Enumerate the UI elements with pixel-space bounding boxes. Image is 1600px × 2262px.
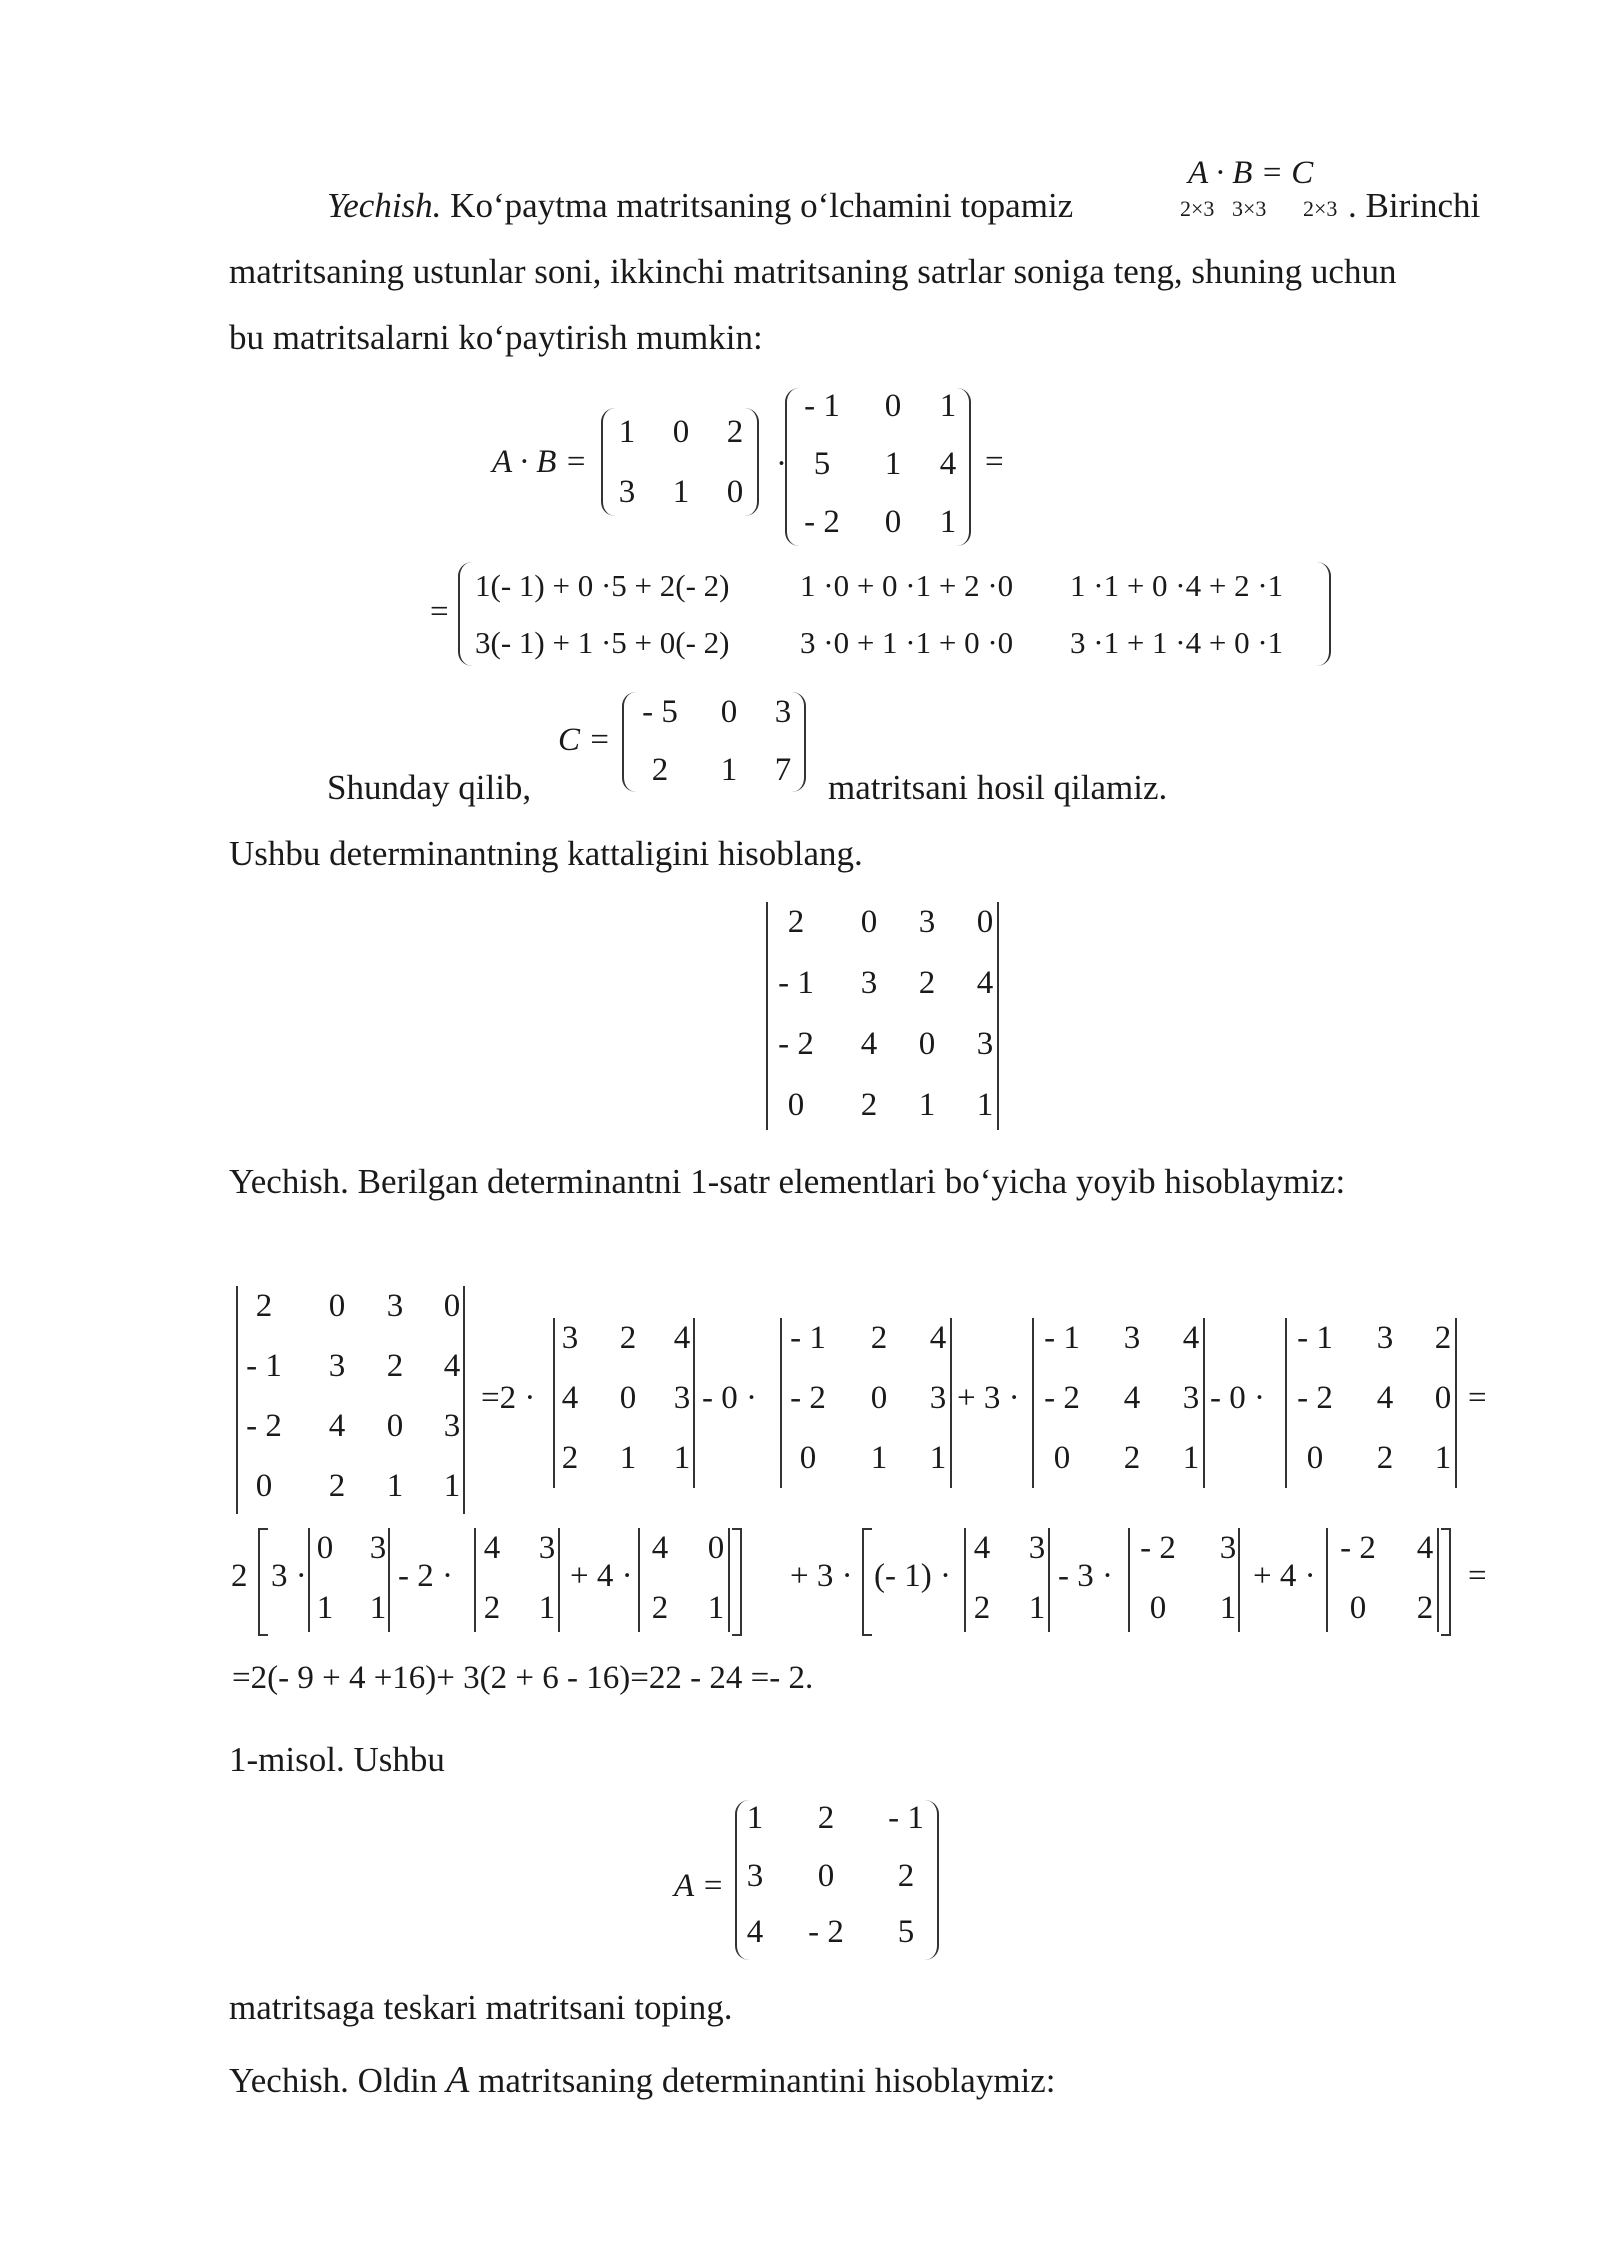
result-lhs: C = — [558, 722, 611, 758]
m2-cell: 4 — [483, 1530, 501, 1566]
exp2-end: = — [1468, 1558, 1487, 1594]
yechish-label: Yechish. — [327, 186, 442, 225]
outer-bracket-2-left — [862, 1528, 872, 1636]
matrix-c-left-paren — [622, 692, 636, 792]
det4-left-bar — [766, 902, 768, 1130]
m3-right-bar — [728, 1528, 730, 1632]
minor4-cell: 1 — [1434, 1440, 1452, 1476]
minor2-cell: 0 — [799, 1440, 817, 1476]
exp2-f: (- 1) · — [874, 1558, 951, 1594]
exp2-c: - 2 · — [398, 1558, 453, 1594]
m6-left-bar — [1326, 1528, 1328, 1632]
minor2-cell: 2 — [870, 1320, 888, 1356]
det4-cell: 0 — [860, 904, 878, 940]
matrix-a-right-paren — [745, 408, 759, 516]
expansion-end: = — [1468, 1380, 1487, 1416]
det4b-cell: 0 — [386, 1408, 404, 1444]
m3-cell: 0 — [707, 1530, 725, 1566]
matrix-b-right-paren — [957, 388, 971, 546]
m4-cell: 1 — [1028, 1590, 1046, 1626]
minor2-cell: - 2 — [790, 1380, 826, 1416]
det4-cell: 2 — [860, 1087, 878, 1123]
det4-cell: 2 — [787, 904, 805, 940]
expansion-term1: =2 · — [481, 1380, 536, 1416]
matrix-c-cell: 2 — [651, 752, 669, 788]
det4b-cell: - 2 — [246, 1408, 282, 1444]
matrix-b-cell: 1 — [939, 504, 957, 540]
m1-right-bar — [388, 1528, 390, 1632]
matrix-a-cell: 0 — [726, 474, 744, 510]
minor1-cell: 1 — [619, 1440, 637, 1476]
example-sol-suffix: matritsaning determinantini hisoblaymiz: — [478, 2061, 1056, 2100]
matrix-c-right-paren — [792, 692, 806, 792]
exp2-g: - 3 · — [1058, 1558, 1113, 1594]
expanded-cell: 3 ·1 + 1 ·4 + 0 ·1 — [1070, 625, 1284, 660]
minor3-cell: 0 — [1053, 1440, 1071, 1476]
para1-line1 — [327, 186, 1073, 226]
example-sol-var: A — [446, 2059, 470, 2101]
minor1-cell: 4 — [673, 1320, 691, 1356]
example-cell: - 1 — [888, 1800, 924, 1836]
det4b-cell: 0 — [255, 1468, 273, 1504]
det4b-cell: 2 — [328, 1468, 346, 1504]
det4b-cell: 1 — [386, 1468, 404, 1504]
example-cell: 5 — [897, 1914, 915, 1950]
exp2-e: + 3 · — [790, 1558, 853, 1594]
det4-right-bar — [997, 902, 999, 1130]
det4b-right-bar — [463, 1286, 465, 1514]
m6-cell: 4 — [1416, 1530, 1434, 1566]
minor2-cell: 4 — [929, 1320, 947, 1356]
matrix-b-cell: - 1 — [804, 388, 840, 424]
m1-cell: 0 — [316, 1530, 334, 1566]
minor4-left-bar — [1285, 1318, 1287, 1488]
m1-left-bar — [308, 1528, 310, 1632]
expanded-cell: 1(- 1) + 0 ·5 + 2(- 2) — [475, 568, 730, 603]
minor1-cell: 4 — [561, 1380, 579, 1416]
matrix-c-cell: 3 — [774, 694, 792, 730]
m6-cell: 2 — [1416, 1590, 1434, 1626]
minor4-cell: 2 — [1376, 1440, 1394, 1476]
minor3-cell: - 1 — [1044, 1320, 1080, 1356]
minor2-cell: 1 — [870, 1440, 888, 1476]
example-cell: 4 — [746, 1914, 764, 1950]
example-cell: 0 — [817, 1858, 835, 1894]
expanded-cell: 1 ·1 + 0 ·4 + 2 ·1 — [1070, 568, 1284, 603]
example-title: 1-misol. Ushbu — [229, 1740, 445, 1779]
result-before: Shunday qilib, — [327, 768, 532, 807]
outer-bracket-2-right — [1441, 1528, 1451, 1636]
minor3-cell: 4 — [1182, 1320, 1200, 1356]
result-after: matritsani hosil qilamiz. — [828, 768, 1168, 807]
matrix-a-cell: 0 — [672, 414, 690, 450]
exp2-h: + 4 · — [1253, 1558, 1316, 1594]
matrix-b-left-paren — [785, 388, 799, 546]
det4-cell: 3 — [976, 1026, 994, 1062]
example-cell: - 2 — [808, 1914, 844, 1950]
det4b-cell: - 1 — [246, 1348, 282, 1384]
matrix-c-cell: 7 — [774, 752, 792, 788]
m1-cell: 1 — [316, 1590, 334, 1626]
det4-cell: 3 — [860, 965, 878, 1001]
minor1-right-bar — [693, 1318, 695, 1488]
expanded-cell: 3(- 1) + 1 ·5 + 0(- 2) — [475, 625, 730, 660]
det4-cell: 0 — [976, 904, 994, 940]
matrix-a-cell: 2 — [726, 414, 744, 450]
det4b-cell: 4 — [328, 1408, 346, 1444]
minor1-cell: 3 — [561, 1320, 579, 1356]
para1-line3: bu matritsalarni ko‘paytirish mumkin: — [229, 318, 763, 357]
det4b-cell: 3 — [386, 1288, 404, 1324]
det4-cell: - 1 — [778, 965, 814, 1001]
minor1-cell: 1 — [673, 1440, 691, 1476]
minor4-cell: 3 — [1376, 1320, 1394, 1356]
matrix-b-cell: 1 — [884, 446, 902, 482]
det4b-cell: 0 — [443, 1288, 461, 1324]
det4-cell: 0 — [918, 1026, 936, 1062]
det4b-cell: 0 — [328, 1288, 346, 1324]
m5-cell: 3 — [1219, 1530, 1237, 1566]
minor2-cell: 3 — [929, 1380, 947, 1416]
det4-cell: 4 — [860, 1026, 878, 1062]
expanded-right-paren — [1317, 562, 1331, 666]
m4-left-bar — [964, 1528, 966, 1632]
matrix-b-cell: 0 — [884, 388, 902, 424]
matrix-c-cell: 0 — [720, 694, 738, 730]
solution2-text: Yechish. Berilgan determinantni 1-satr elementlari bo‘yicha yoyib hisoblaymiz: — [229, 1162, 1346, 1201]
m1-cell: 1 — [369, 1590, 387, 1626]
det4-cell: 1 — [976, 1087, 994, 1123]
m5-right-bar — [1238, 1528, 1240, 1632]
minor2-cell: 0 — [870, 1380, 888, 1416]
para1-line2: matritsaning ustunlar soni, ikkinchi matritsaning satrlar soniga teng, shuning uchun — [229, 252, 1397, 291]
det4-cell: 0 — [787, 1087, 805, 1123]
minor2-left-bar — [780, 1318, 782, 1488]
det4b-cell: 3 — [328, 1348, 346, 1384]
example-sol-prefix: Yechish. Oldin — [229, 2061, 438, 2100]
minor4-cell: 0 — [1434, 1380, 1452, 1416]
matrix-a-cell: 1 — [618, 414, 636, 450]
det4b-cell: 2 — [255, 1288, 273, 1324]
m5-left-bar — [1128, 1528, 1130, 1632]
m4-cell: 3 — [1028, 1530, 1046, 1566]
m6-cell: - 2 — [1340, 1530, 1376, 1566]
matrix-a-left-paren — [601, 408, 615, 516]
minor1-cell: 2 — [619, 1320, 637, 1356]
example-cell: 2 — [897, 1858, 915, 1894]
m2-cell: 3 — [538, 1530, 556, 1566]
product-equals: = — [985, 444, 1004, 480]
det4b-left-bar — [236, 1286, 238, 1514]
m4-cell: 4 — [973, 1530, 991, 1566]
example-cell: 1 — [746, 1800, 764, 1836]
expanded-equals: = — [430, 594, 449, 630]
m4-cell: 2 — [973, 1590, 991, 1626]
minor4-right-bar — [1455, 1318, 1457, 1488]
final-line: =2(- 9 + 4 +16)+ 3(2 + 6 - 16)=22 - 24 =- 2. — [232, 1660, 814, 1696]
example-cell: 3 — [746, 1858, 764, 1894]
minor2-cell: - 1 — [790, 1320, 826, 1356]
example-cell: 2 — [817, 1800, 835, 1836]
minor3-right-bar — [1203, 1318, 1205, 1488]
det4b-cell: 2 — [386, 1348, 404, 1384]
expansion-term4: - 0 · — [1210, 1380, 1265, 1416]
minor3-cell: - 2 — [1044, 1380, 1080, 1416]
m5-cell: - 2 — [1140, 1530, 1176, 1566]
para1-text2: . Birinchi — [1348, 186, 1481, 225]
outer-bracket-1-right — [732, 1528, 742, 1636]
m6-right-bar — [1437, 1528, 1439, 1632]
minor4-cell: 4 — [1376, 1380, 1394, 1416]
expanded-cell: 3 ·0 + 1 ·1 + 0 ·0 — [800, 625, 1014, 660]
det4-cell: 2 — [918, 965, 936, 1001]
outer-bracket-1-left — [258, 1528, 268, 1636]
minor4-cell: - 2 — [1297, 1380, 1333, 1416]
expansion-term3: + 3 · — [957, 1380, 1020, 1416]
minor1-cell: 0 — [619, 1380, 637, 1416]
m3-cell: 4 — [651, 1530, 669, 1566]
m2-cell: 1 — [538, 1590, 556, 1626]
task2-text: Ushbu determinantning kattaligini hisoblang. — [229, 834, 863, 873]
det4-cell: 3 — [918, 904, 936, 940]
m2-cell: 2 — [483, 1590, 501, 1626]
example-right-paren — [925, 1800, 939, 1960]
minor3-cell: 4 — [1123, 1380, 1141, 1416]
multiply-dot: · — [776, 446, 787, 482]
minor4-cell: 0 — [1306, 1440, 1324, 1476]
m5-cell: 0 — [1149, 1590, 1167, 1626]
dim-c: 2×3 — [1303, 196, 1338, 221]
matrix-b-cell: 1 — [939, 388, 957, 424]
matrix-b-cell: 5 — [813, 446, 831, 482]
minor3-left-bar — [1032, 1318, 1034, 1488]
minor3-cell: 3 — [1123, 1320, 1141, 1356]
exp2-b: 3 · — [271, 1558, 307, 1594]
minor1-left-bar — [553, 1318, 555, 1488]
matrix-b-cell: 0 — [884, 504, 902, 540]
m2-right-bar — [558, 1528, 560, 1632]
expanded-cell: 1 ·0 + 0 ·1 + 2 ·0 — [800, 568, 1014, 603]
example-solution — [229, 2058, 1056, 2102]
minor4-cell: - 1 — [1297, 1320, 1333, 1356]
minor2-cell: 1 — [929, 1440, 947, 1476]
m1-cell: 3 — [369, 1530, 387, 1566]
m4-right-bar — [1048, 1528, 1050, 1632]
minor3-cell: 3 — [1182, 1380, 1200, 1416]
minor4-cell: 2 — [1434, 1320, 1452, 1356]
exp2-a: 2 — [231, 1558, 248, 1594]
det4b-cell: 4 — [443, 1348, 461, 1384]
det4b-cell: 3 — [443, 1408, 461, 1444]
m5-cell: 1 — [1219, 1590, 1237, 1626]
m3-left-bar — [638, 1528, 640, 1632]
det4-cell: 4 — [976, 965, 994, 1001]
m6-cell: 0 — [1349, 1590, 1367, 1626]
expansion-term2: - 0 · — [702, 1380, 757, 1416]
dims-formula: A · B = C — [1188, 155, 1314, 191]
dim-a: 2×3 — [1180, 196, 1215, 221]
matrix-c-cell: - 5 — [642, 694, 678, 730]
matrix-c-cell: 1 — [720, 752, 738, 788]
minor3-cell: 2 — [1123, 1440, 1141, 1476]
matrix-b-cell: 4 — [939, 446, 957, 482]
example-task: matritsaga teskari matritsani toping. — [229, 1988, 733, 2027]
m3-cell: 1 — [707, 1590, 725, 1626]
matrix-a-cell: 1 — [672, 474, 690, 510]
expanded-left-paren — [458, 562, 472, 666]
product-lhs: A · B = — [492, 444, 587, 480]
minor1-cell: 3 — [673, 1380, 691, 1416]
det4b-cell: 1 — [443, 1468, 461, 1504]
example-lhs: A = — [674, 1868, 725, 1904]
minor3-cell: 1 — [1182, 1440, 1200, 1476]
det4-cell: - 2 — [778, 1026, 814, 1062]
det4-cell: 1 — [918, 1087, 936, 1123]
matrix-b-cell: - 2 — [804, 504, 840, 540]
para1-text1: Ko‘paytma matritsaning o‘lchamini topamiz — [441, 186, 1074, 225]
matrix-a-cell: 3 — [618, 474, 636, 510]
dim-b: 3×3 — [1232, 196, 1267, 221]
minor1-cell: 2 — [561, 1440, 579, 1476]
m2-left-bar — [474, 1528, 476, 1632]
exp2-d: + 4 · — [570, 1558, 633, 1594]
m3-cell: 2 — [651, 1590, 669, 1626]
minor2-right-bar — [950, 1318, 952, 1488]
